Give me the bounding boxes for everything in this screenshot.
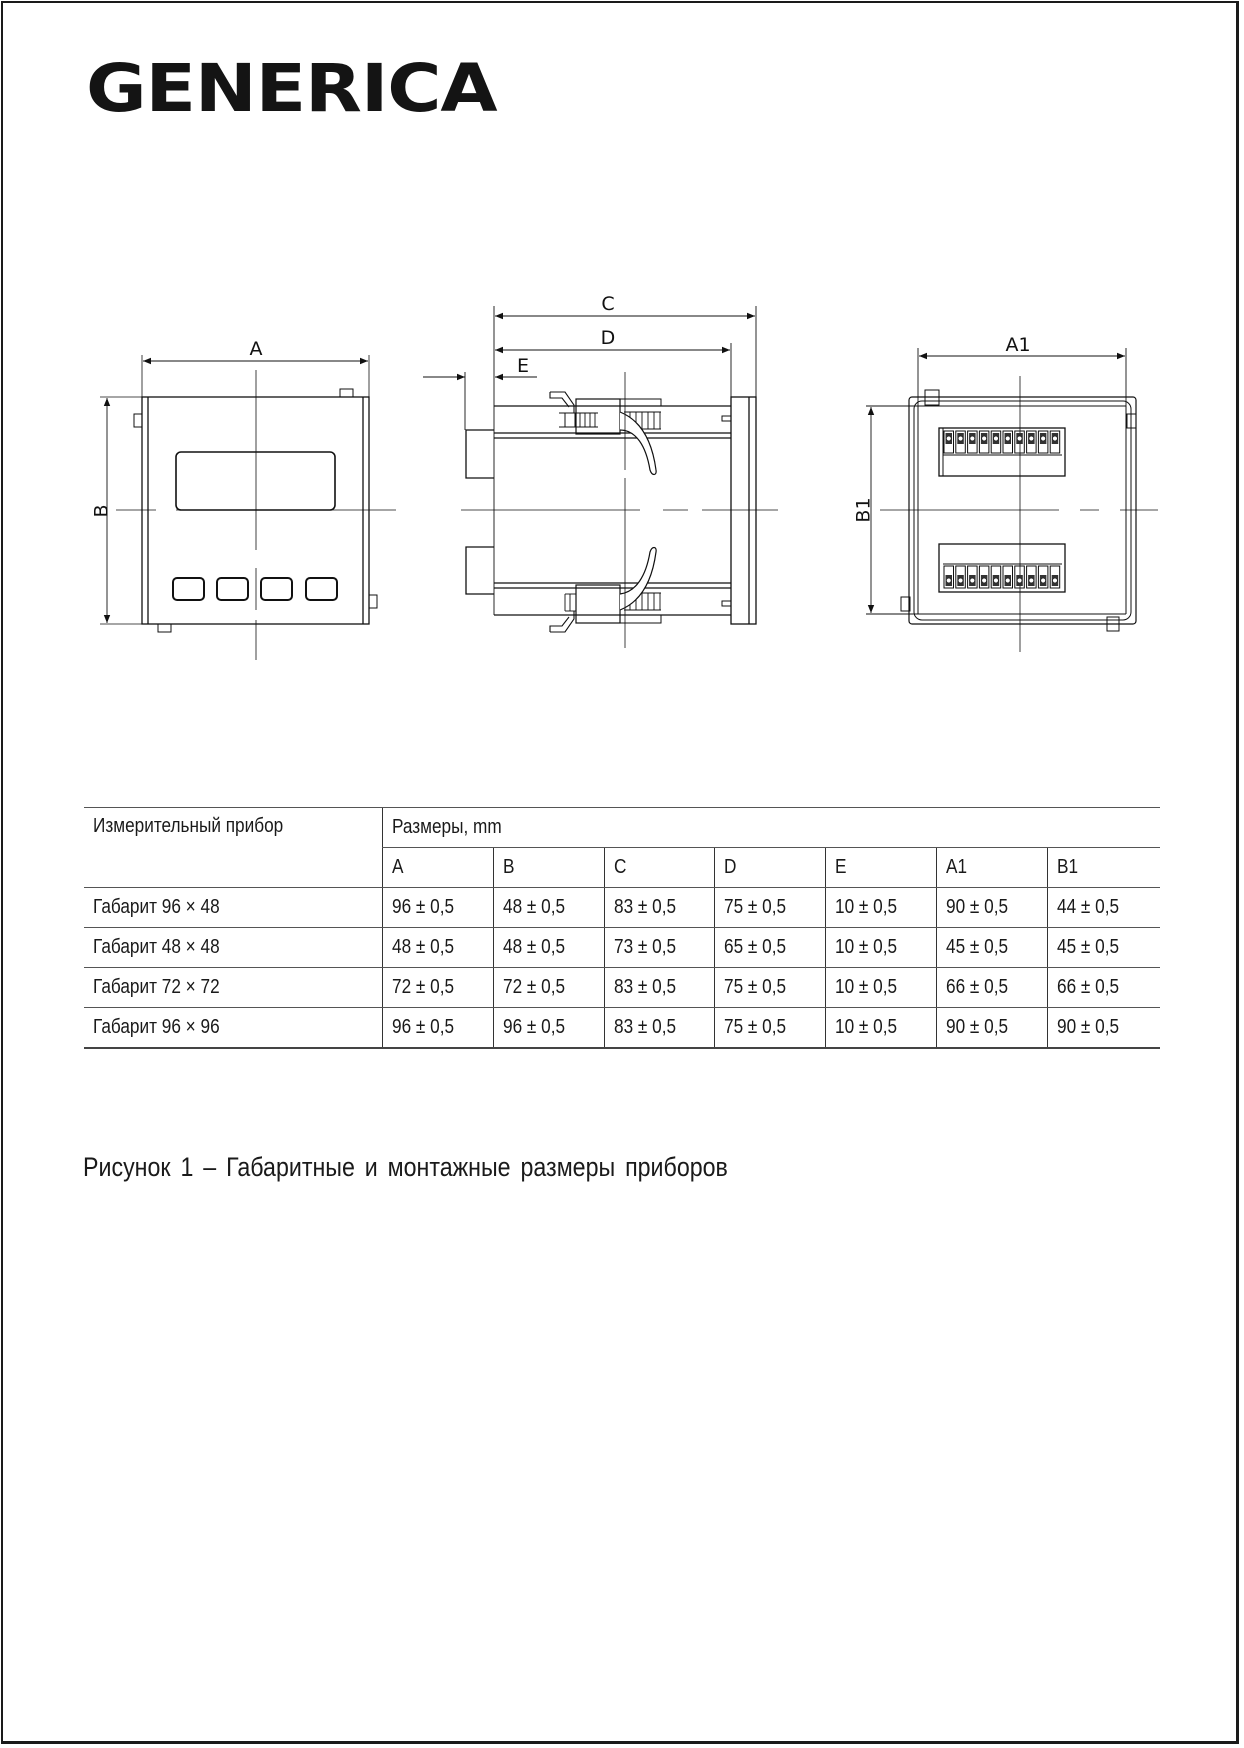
dimension-label-d: D [600, 327, 616, 349]
rear-top-terminal-block [944, 431, 1060, 453]
row-name-cell: Габарит 96 × 96 [84, 1008, 382, 1048]
terminal-pin [1015, 566, 1025, 588]
table-row [84, 968, 1160, 1008]
value-cell: 90 ± 0,5 [1047, 1008, 1160, 1048]
value-cell: 66 ± 0,5 [936, 968, 1047, 1008]
value-cell: 44 ± 0,5 [1047, 888, 1160, 928]
group-header-cell: Размеры, mm [382, 808, 1160, 848]
row-name-cell: Габарит 96 × 48 [84, 888, 382, 928]
table-row [84, 1008, 1160, 1048]
value-cell: 45 ± 0,5 [1047, 928, 1160, 968]
terminal-pin [968, 431, 978, 453]
value-cell: 73 ± 0,5 [604, 928, 714, 968]
front-button-4 [306, 578, 337, 600]
value-cell: 48 ± 0,5 [493, 928, 604, 968]
terminal-pin [1003, 566, 1013, 588]
value-cell: 48 ± 0,5 [382, 928, 493, 968]
value-cell: 65 ± 0,5 [714, 928, 825, 968]
terminal-pin [1050, 566, 1060, 588]
value-cell: 45 ± 0,5 [936, 928, 1047, 968]
terminal-pin [1003, 431, 1013, 453]
front-button-3 [261, 578, 292, 600]
figure-caption: Рисунок 1 – Габаритные и монтажные размеры приборов [83, 1152, 728, 1182]
column-header-a: A [382, 848, 493, 888]
dimension-label-a1: A1 [1005, 334, 1031, 356]
dimensions-table [84, 807, 1160, 1049]
terminal-pin [944, 431, 954, 453]
front-view [100, 355, 396, 660]
value-cell: 83 ± 0,5 [604, 888, 714, 928]
front-button-1 [173, 578, 204, 600]
terminal-pin [979, 566, 989, 588]
value-cell: 75 ± 0,5 [714, 888, 825, 928]
column-header-b1: B1 [1047, 848, 1160, 888]
device-header-cell: Измерительный прибор [84, 808, 382, 888]
technical-drawing [0, 0, 1244, 700]
table-row [84, 888, 1160, 928]
column-header-a1: A1 [936, 848, 1047, 888]
value-cell: 10 ± 0,5 [825, 928, 936, 968]
terminal-pin [991, 566, 1001, 588]
dimension-label-a: A [249, 338, 263, 360]
terminal-pin [944, 566, 954, 588]
column-header-b: B [493, 848, 604, 888]
value-cell: 96 ± 0,5 [382, 888, 493, 928]
value-cell: 75 ± 0,5 [714, 1008, 825, 1048]
value-cell: 72 ± 0,5 [493, 968, 604, 1008]
column-header-d: D [714, 848, 825, 888]
value-cell: 90 ± 0,5 [936, 888, 1047, 928]
generica-logo: GENERICA [86, 50, 497, 127]
terminal-pin [991, 431, 1001, 453]
side-view [423, 306, 778, 648]
front-button-2 [217, 578, 248, 600]
rear-view [866, 348, 1158, 652]
rear-bottom-terminal-block [944, 566, 1060, 588]
terminal-pin [979, 431, 989, 453]
terminal-pin [956, 431, 966, 453]
display-window [176, 452, 335, 510]
terminal-pin [1027, 431, 1037, 453]
terminal-pin [1038, 566, 1048, 588]
value-cell: 66 ± 0,5 [1047, 968, 1160, 1008]
dimension-label-e: E [516, 355, 530, 377]
value-cell: 96 ± 0,5 [493, 1008, 604, 1048]
value-cell: 83 ± 0,5 [604, 968, 714, 1008]
dimension-label-c: C [601, 293, 615, 315]
table-row [84, 928, 1160, 968]
value-cell: 10 ± 0,5 [825, 888, 936, 928]
value-cell: 48 ± 0,5 [493, 888, 604, 928]
value-cell: 10 ± 0,5 [825, 968, 936, 1008]
dimension-label-b1: B1 [852, 497, 875, 523]
column-header-c: C [604, 848, 714, 888]
terminal-pin [956, 566, 966, 588]
value-cell: 72 ± 0,5 [382, 968, 493, 1008]
dimension-label-b: B [90, 504, 113, 518]
value-cell: 83 ± 0,5 [604, 1008, 714, 1048]
terminal-pin [1015, 431, 1025, 453]
terminal-pin [1050, 431, 1060, 453]
row-name-cell: Габарит 48 × 48 [84, 928, 382, 968]
terminal-pin [1027, 566, 1037, 588]
terminal-pin [968, 566, 978, 588]
value-cell: 10 ± 0,5 [825, 1008, 936, 1048]
value-cell: 90 ± 0,5 [936, 1008, 1047, 1048]
table-body [84, 888, 1160, 1048]
value-cell: 75 ± 0,5 [714, 968, 825, 1008]
table-header-row [84, 808, 1160, 848]
column-header-e: E [825, 848, 936, 888]
row-name-cell: Габарит 72 × 72 [84, 968, 382, 1008]
value-cell: 96 ± 0,5 [382, 1008, 493, 1048]
terminal-pin [1038, 431, 1048, 453]
